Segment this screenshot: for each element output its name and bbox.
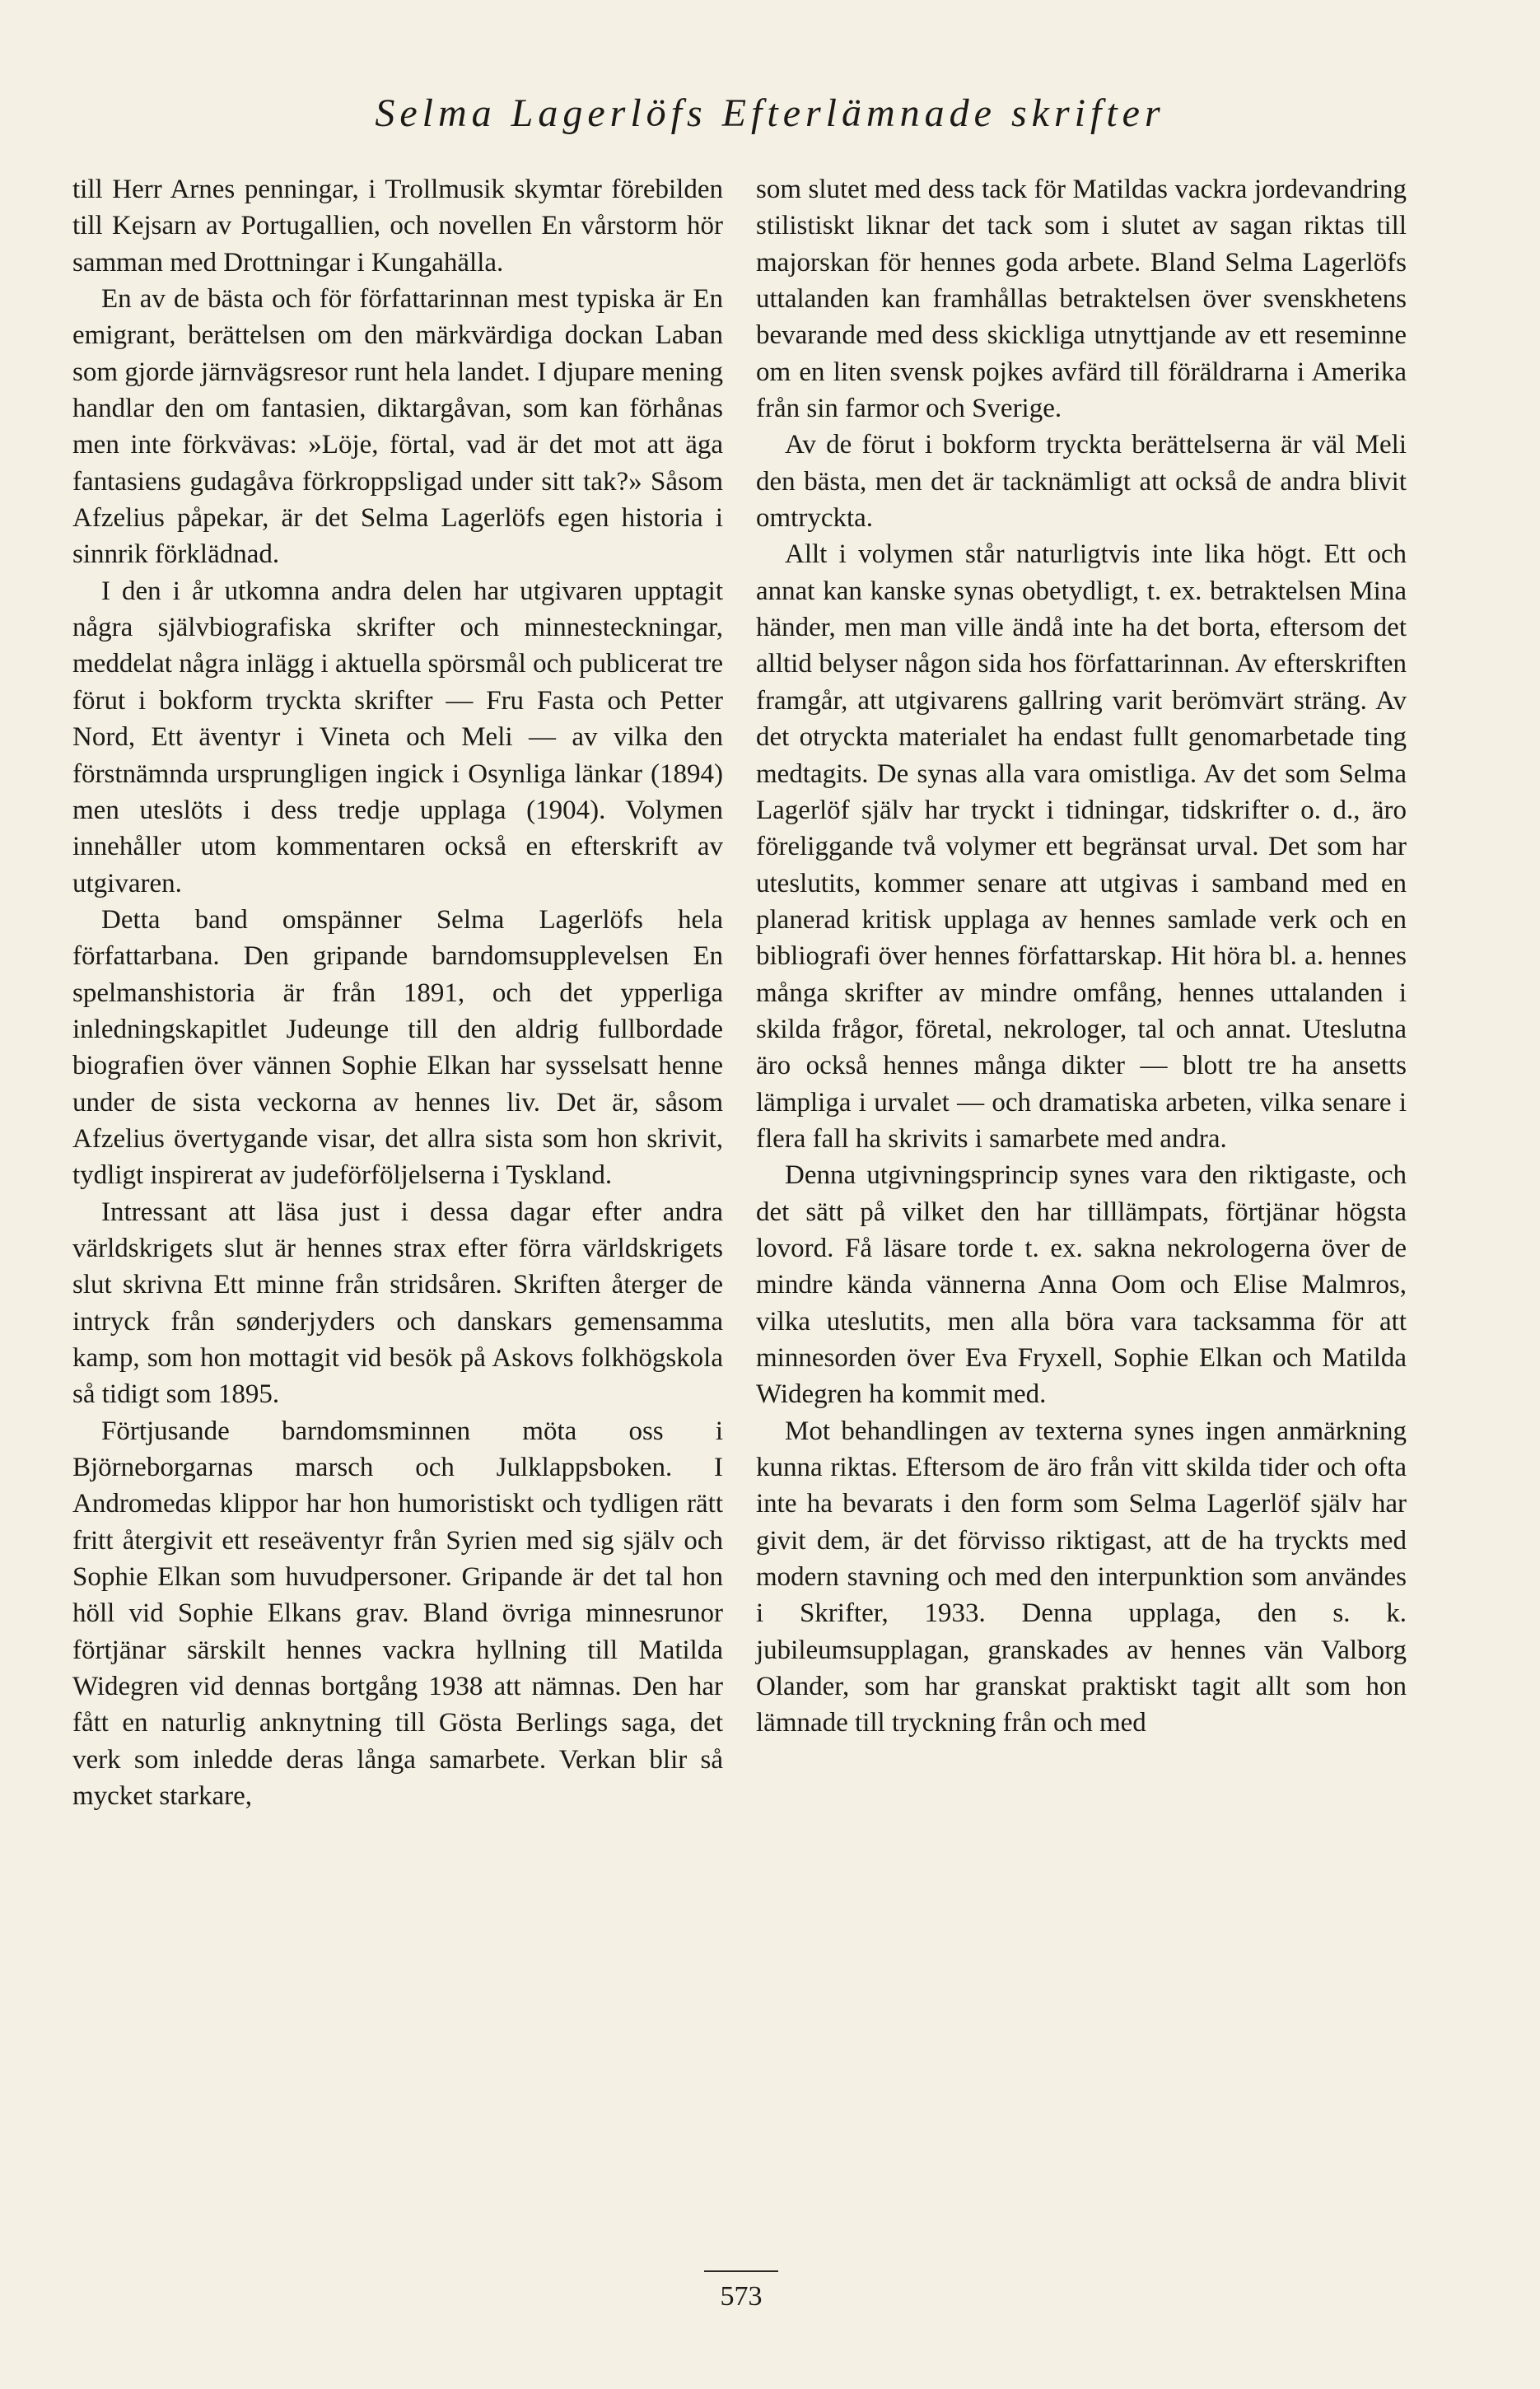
paragraph: Detta band omspänner Selma Lagerlöfs hela författarbana. Den gripande barndomsupplevelsen En spelmanshistoria är från 1891, och det ypperliga inledningskapitlet Judeunge till den aldrig fullbordade biografien över vännen Sophie Elkan har sysselsatt henne under de sista veckorna av hennes liv. Det är, såsom Afzelius övertygande visar, det allra sista som hon skrivit, tydligt inspirerat av judeförföljelserna i Tyskland. bbox=[72, 904, 723, 1191]
left-column bbox=[72, 171, 723, 1814]
paragraph: Intressant att läsa just i dessa dagar efter andra världskrigets slut är hennes strax efter förra världskrigets slut skrivna Ett minne från stridsåren. Skriften återger de intryck från sønderjyders och danskars gemensamma kamp, som hon mottagit vid besök på Askovs folkhögskola så tidigt som 1895. bbox=[72, 1197, 723, 1410]
paragraph: Mot behandlingen av texterna synes ingen anmärkning kunna riktas. Eftersom de äro från vitt skilda tider och ofta inte ha bevarats i den form som Selma Lagerlöf själv har givit dem, är det förvisso riktigast, att de ha tryckts med modern stavning och med den interpunktion som användes i Skrifter, 1933. Denna upplaga, den s. k. jubileumsupplagan, granskades av hennes vän Valborg Olander, som har granskat praktiskt tagit allt som hon lämnade till tryckning från och med bbox=[756, 1416, 1407, 1738]
footer-rule bbox=[704, 2270, 778, 2272]
paragraph: Förtjusande barndomsminnen möta oss i Björneborgarnas marsch och Julklappsboken. I Andromedas klippor har hon humoristiskt och tydligen rätt fritt återgivit ett reseäventyr från Syrien med sig själv och Sophie Elkan som huvudpersoner. Gripande är det tal hon höll vid Sophie Elkans grav. Bland övriga minnesrunor förtjänar särskilt hennes vackra hyllning till Matilda Widegren vid dennas bortgång 1938 att nämnas. Den har fått en naturlig anknytning till Gösta Berlings saga, det verk som inledde deras långa samarbete. Verkan blir så mycket starkare, bbox=[72, 1416, 723, 1812]
paragraph: till Herr Arnes penningar, i Trollmusik skymtar förebilden till Kejsarn av Portugallien, och novellen En vårstorm hör samman med Drottningar i Kungahälla. bbox=[72, 175, 723, 278]
right-column bbox=[756, 171, 1407, 1742]
page-title: Selma Lagerlöfs Efterlämnade skrifter bbox=[375, 91, 1165, 135]
page-number: 573 bbox=[720, 2281, 763, 2312]
paragraph: Denna utgivningsprincip synes vara den riktigaste, och det sätt på vilket den har tilllämpats, förtjänar högsta lovord. Få läsare torde t. ex. sakna nekrologerna över de mindre kända vännerna Anna Oom och Elise Malmros, vilka uteslutits, men alla böra vara tacksamma för att minnesorden över Eva Fryxell, Sophie Elkan och Matilda Widegren ha kommit med. bbox=[756, 1160, 1407, 1410]
paragraph: I den i år utkomna andra delen har utgivaren upptagit några självbiografiska skrifter och minnesteckningar, meddelat några inlägg i aktuella spörsmål och publicerat tre förut i bokform tryckta skrifter — Fru Fasta och Petter Nord, Ett äventyr i Vineta och Meli — av vilka den förstnämnda ursprungligen ingick i Osynliga länkar (1894) men uteslöts i dess tredje upplaga (1904). Volymen innehåller utom kommentaren också en efterskrift av utgivaren. bbox=[72, 576, 723, 898]
paragraph: En av de bästa och för författarinnan mest typiska är En emigrant, berättelsen om den märkvärdiga dockan Laban som gjorde järnvägsresor runt hela landet. I djupare mening handlar den om fantasien, diktargåvan, som kan förhånas men inte förkvävas: »Löje, förtal, vad är det mot att äga fantasiens gudagåva förkroppsligad under sitt tak?» Såsom Afzelius påpekar, är det Selma Lagerlöfs egen historia i sinnrik förklädnad. bbox=[72, 284, 723, 570]
paragraph: Allt i volymen står naturligtvis inte lika högt. Ett och annat kan kanske synas obetydligt, t. ex. betraktelsen Mina händer, men man ville ändå inte ha det borta, eftersom det alltid belyser någon sida hos författarinnan. Av efterskriften framgår, att utgivarens gallring varit berömvärt sträng. Av det otryckta materialet ha endast fullt genomarbetade ting medtagits. De synas alla vara omistliga. Av det som Selma Lagerlöf själv har tryckt i tidningar, tidskrifter o. d., äro föreliggande två volymer ett begränsat urval. Det som har uteslutits, kommer senare att utgivas i samband med en planerad kritisk upplaga av hennes samlade verk och en bibliografi över hennes författarskap. Hit höra bl. a. hennes många skrifter av mindre omfång, hennes uttalanden i skilda frågor, företal, nekrologer, tal och annat. Uteslutna äro också hennes många dikter — blott tre ha ansetts lämpliga i urvalet — och dramatiska arbeten, vilka senare i flera fall ha skrivits i samarbete med andra. bbox=[756, 539, 1407, 1154]
paragraph: som slutet med dess tack för Matildas vackra jordevandring stilistiskt liknar det tack som i slutet av sagan riktas till majorskan för hennes goda arbete. Bland Selma Lagerlöfs uttalanden kan framhållas betraktelsen över svenskhetens bevarande med dess skickliga utnyttjande av ett reseminne om en liten svensk pojkes avfärd till föräldrarna i Amerika från sin farmor och Sverige. bbox=[756, 175, 1407, 424]
paragraph: Av de förut i bokform tryckta berättelserna är väl Meli den bästa, men det är tacknämligt att också de andra blivit omtryckta. bbox=[756, 430, 1407, 534]
